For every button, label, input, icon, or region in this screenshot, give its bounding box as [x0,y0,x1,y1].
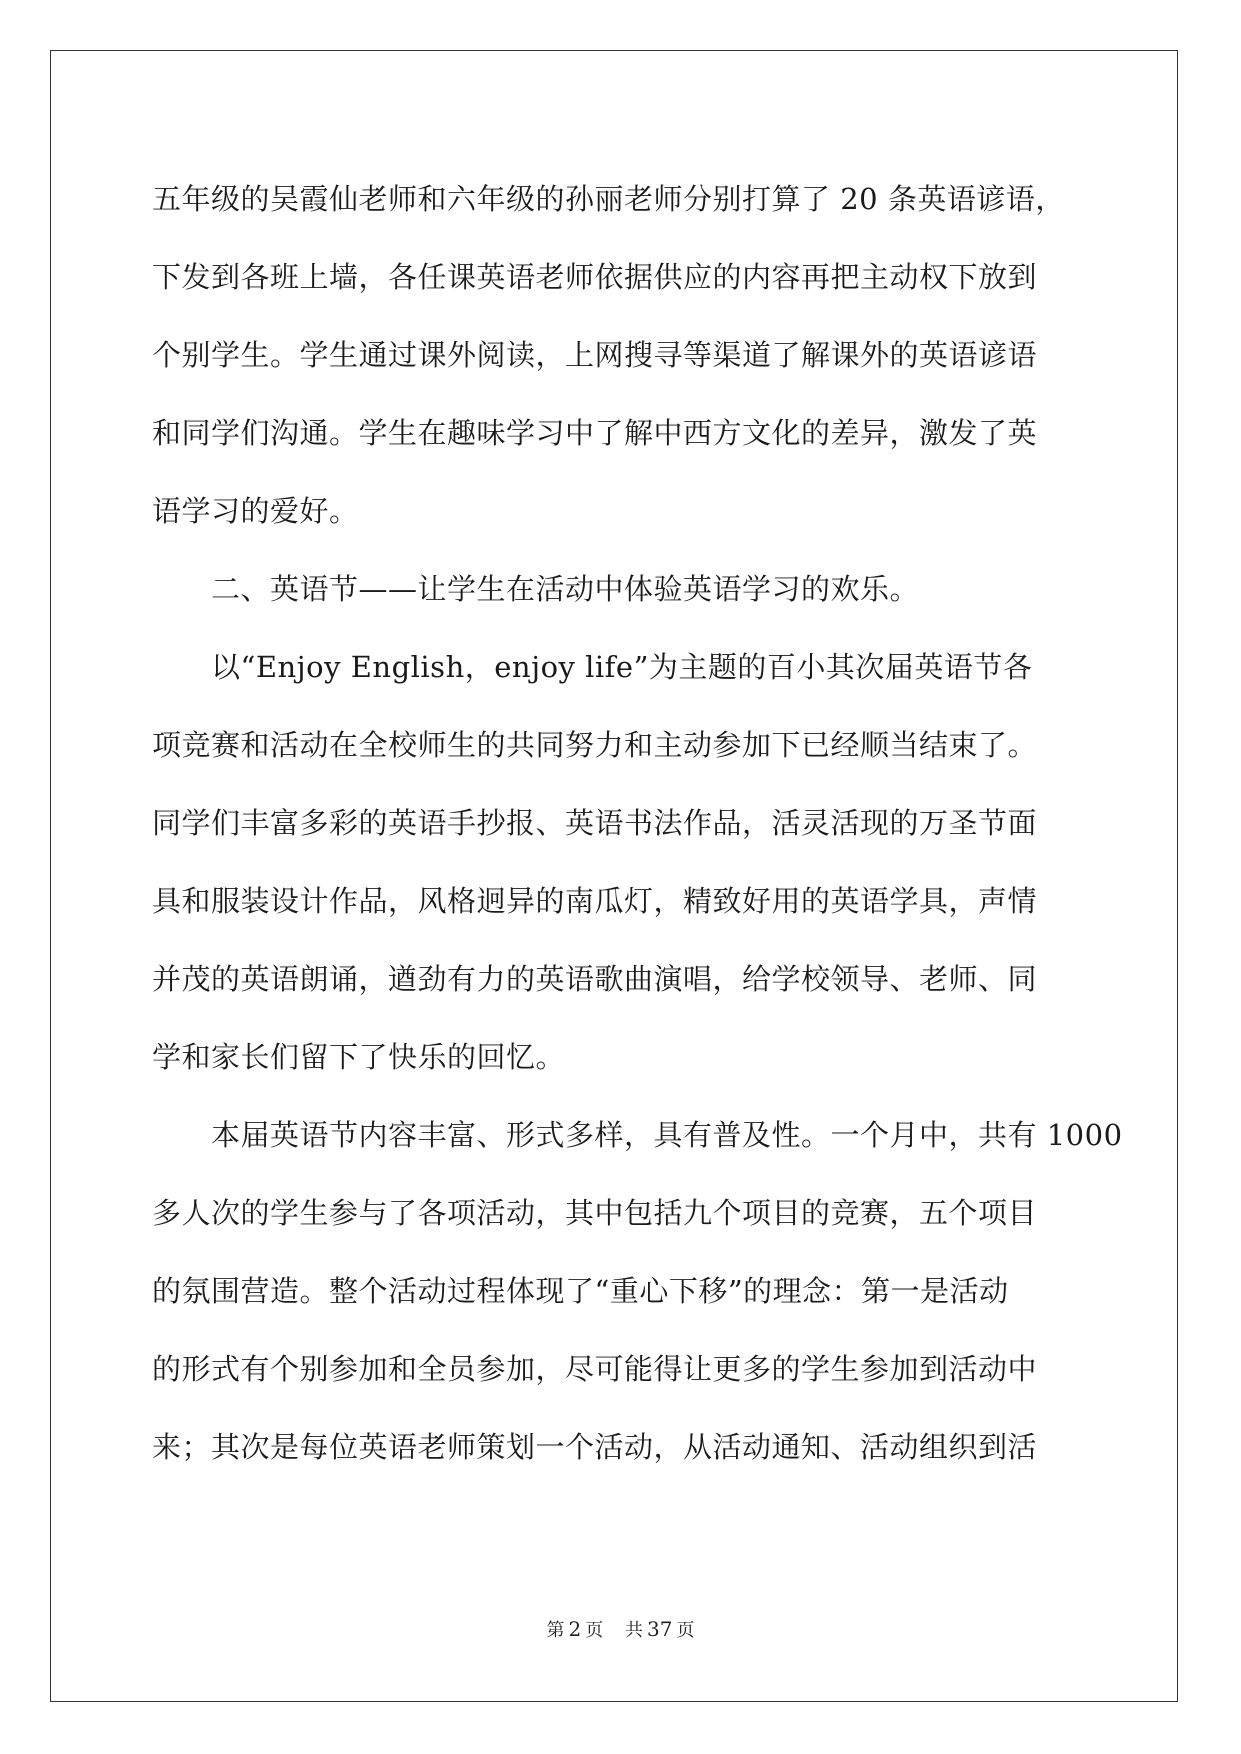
text-line: 项竞赛和活动在全校师生的共同努力和主动参加下已经顺当结束了。 [152,728,1038,762]
page-indicator: 第 2 页 [546,1617,604,1641]
total-pages: 37 [647,1617,673,1641]
total-pages-indicator: 共 37 页 [625,1617,695,1641]
page-number: 2 [568,1617,582,1641]
text-line: 的形式有个别参加和全员参加，尽可能得让更多的学生参加到活动中 [152,1352,1038,1386]
text-line: 并茂的英语朗诵，遒劲有力的英语歌曲演唱，给学校领导、老师、同 [152,962,1038,996]
text-line: 的氛围营造。整个活动过程体现了“重心下移”的理念：第一是活动 [152,1274,1009,1308]
text-line: 五年级的吴霞仙老师和六年级的孙丽老师分别打算了 20 条英语谚语， [152,182,1065,216]
text-line: 本届英语节内容丰富、形式多样，具有普及性。一个月中，共有 1000 [152,1118,1123,1152]
text-line: 下发到各班上墙，各任课英语老师依据供应的内容再把主动权下放到 [152,260,1038,294]
text-line: 个别学生。学生通过课外阅读，上网搜寻等渠道了解课外的英语谚语 [152,338,1038,372]
text-line: 具和服装设计作品，风格迥异的南瓜灯，精致好用的英语学具，声情 [152,884,1038,918]
text-line: 同学们丰富多彩的英语手抄报、英语书法作品，活灵活现的万圣节面 [152,806,1038,840]
text-line: 语学习的爱好。 [152,494,359,528]
text-line: 以“Enjoy English，enjoy life”为主题的百小其次届英语节各 [152,650,1033,684]
section-heading: 二、英语节——让学生在活动中体验英语学习的欢乐。 [152,572,920,606]
text-line: 学和家长们留下了快乐的回忆。 [152,1040,566,1074]
text-line: 来；其次是每位英语老师策划一个活动，从活动通知、活动组织到活 [152,1430,1038,1464]
text-line: 和同学们沟通。学生在趣味学习中了解中西方文化的差异，激发了英 [152,416,1038,450]
document-body [152,160,1123,1486]
text-line: 多人次的学生参与了各项活动，其中包括九个项目的竞赛，五个项目 [152,1196,1038,1230]
page-footer [0,1616,1241,1642]
